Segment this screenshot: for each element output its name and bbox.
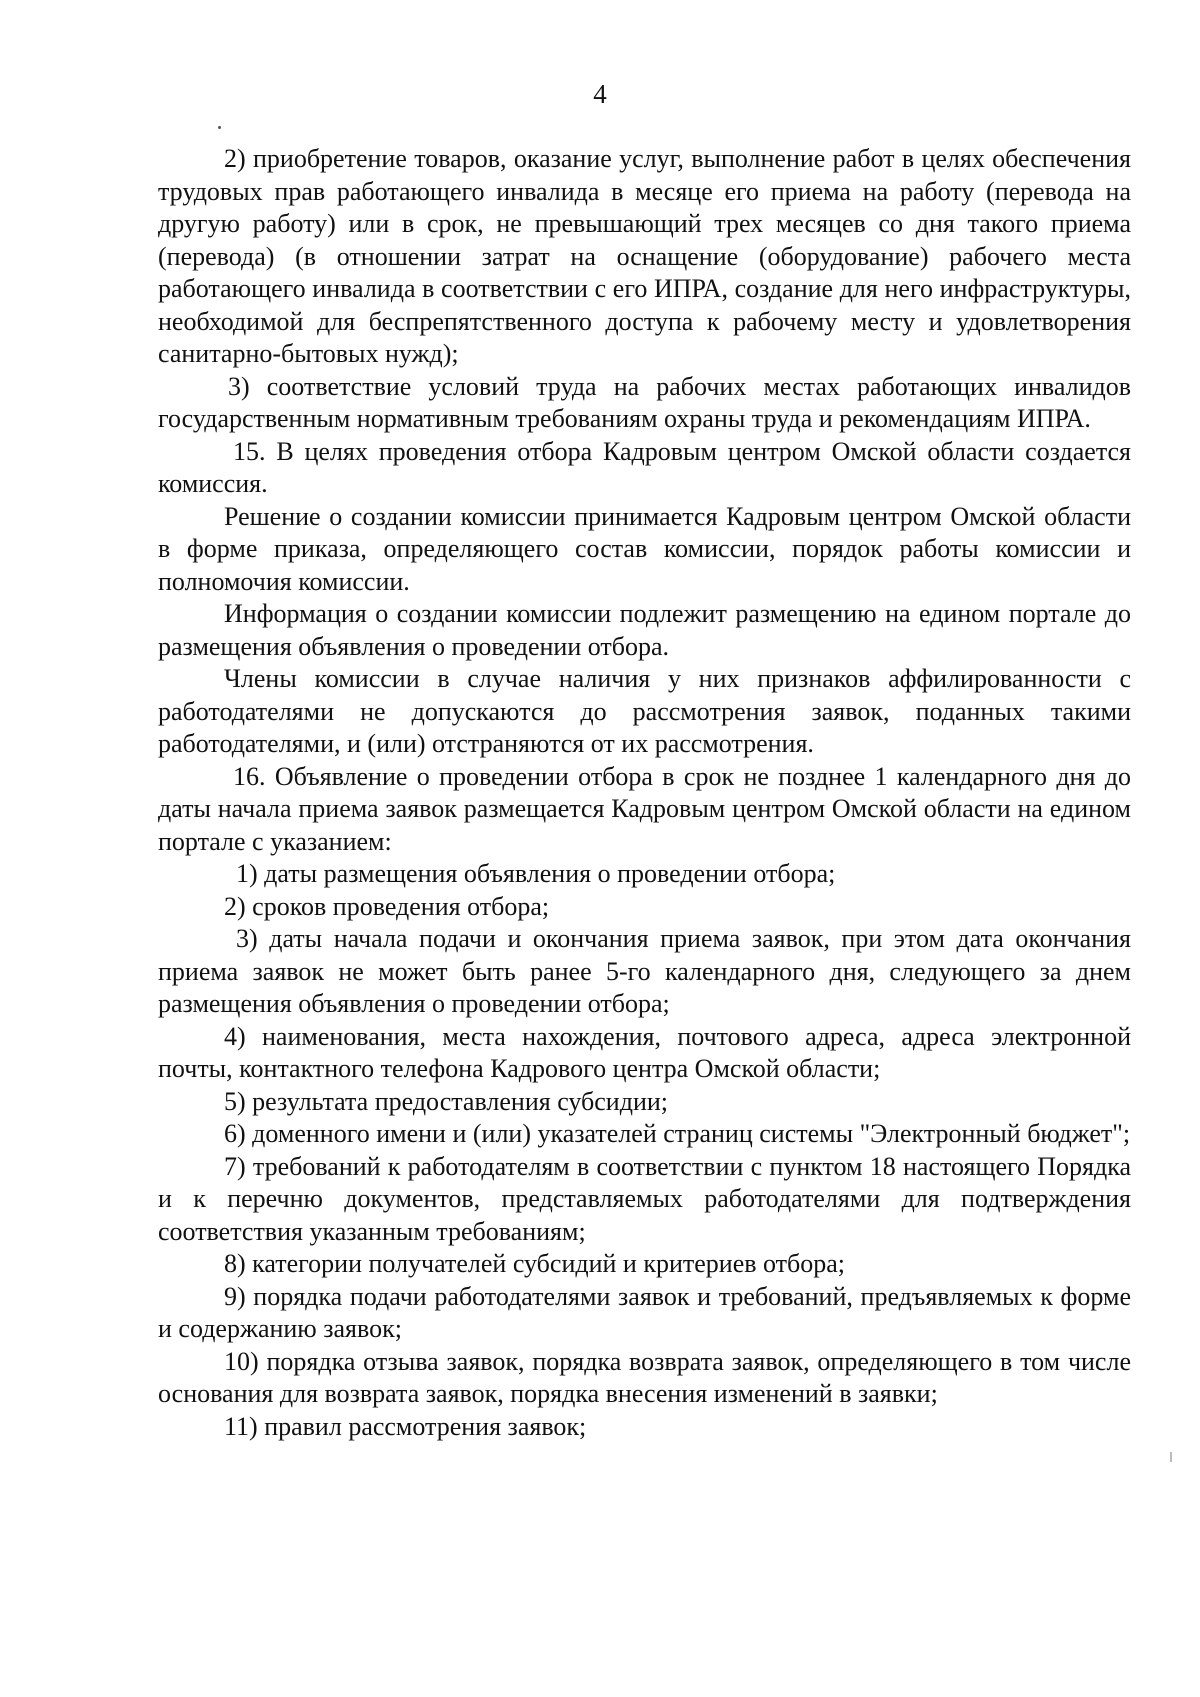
paragraph-list-item-9: 9) порядка подачи работодателями заявок и требований, предъявляемых к форме и содержанию заявок; bbox=[158, 1281, 1131, 1343]
paragraph-commission-members: Члены комиссии в случае наличия у них признаков аффилированности с работодателями не допускаются до рассмотрения заявок, поданных такими работодателями, и (или) отстраняются от их рассмотрения. bbox=[158, 664, 1131, 758]
paragraph-item-2: 2) приобретение товаров, оказание услуг, выполнение работ в целях обеспечения трудовых прав работающего инвалида в месяце его приема на работу (перевода на другую работу) или в срок, не превышающий трех месяцев со дня такого приема (перевода) (в отношении затрат на оснащение (оборудование) рабочего места работающего инвалида в соответствии с его ИПРА, создание для него инфраструктуры, необходимой для беспрепятственного доступа к рабочему месту и удовлетворения санитарно-бытовых нужд); bbox=[158, 144, 1131, 368]
paragraph-clause-15: 15. В целях проведения отбора Кадровым центром Омской области создается комиссия. bbox=[158, 436, 1131, 498]
paragraph-list-item-6: 6) доменного имени и (или) указателей страниц системы "Электронный бюджет"; bbox=[224, 1119, 1131, 1148]
paragraph-list-item-8: 8) категории получателей субсидий и критериев отбора; bbox=[224, 1249, 846, 1278]
paragraph-commission-decision: Решение о создании комиссии принимается Кадровым центром Омской области в форме приказа, определяющего состав комиссии, порядок работы комиссии и полномочия комиссии. bbox=[158, 501, 1131, 596]
paragraph-commission-info: Информация о создании комиссии подлежит размещению на едином портале до размещения объявления о проведении отбора. bbox=[158, 599, 1131, 661]
scan-speck bbox=[218, 126, 221, 129]
paragraph-list-item-3: 3) даты начала подачи и окончания приема заявок, при этом дата окончания приема заявок не может быть ранее 5-го календарного дня, следующего за днем размещения объявления о проведении отбора; bbox=[158, 924, 1131, 1018]
page-number: 4 bbox=[593, 79, 607, 109]
paragraph-item-3: 3) соответствие условий труда на рабочих местах работающих инвалидов государственным нормативным требованиям охраны труда и рекомендациям ИПРА. bbox=[158, 371, 1131, 433]
paragraph-list-item-11: 11) правил рассмотрения заявок; bbox=[224, 1411, 587, 1441]
paragraph-list-item-1: 1) даты размещения объявления о проведении отбора; bbox=[236, 859, 836, 888]
scan-margin-mark bbox=[1170, 1452, 1172, 1462]
paragraph-list-item-4: 4) наименования, места нахождения, почтового адреса, адреса электронной почты, контактного телефона Кадрового центра Омской области; bbox=[158, 1021, 1131, 1083]
document-body bbox=[158, 143, 1131, 1443]
paragraph-clause-16: 16. Объявление о проведении отбора в срок не позднее 1 календарного дня до даты начала приема заявок размещается Кадровым центром Омской области на едином портале с указанием: bbox=[158, 761, 1131, 856]
paragraph-list-item-5: 5) результата предоставления субсидии; bbox=[224, 1086, 669, 1116]
paragraph-list-item-2: 2) сроков проведения отбора; bbox=[224, 891, 550, 921]
paragraph-list-item-10: 10) порядка отзыва заявок, порядка возврата заявок, определяющего в том числе основания для возврата заявок, порядка внесения изменений в заявки; bbox=[158, 1346, 1131, 1408]
paragraph-list-item-7: 7) требований к работодателям в соответствии с пунктом 18 настоящего Порядка и к перечню документов, представляемых работодателями для подтверждения соответствия указанным требованиям; bbox=[158, 1151, 1131, 1246]
